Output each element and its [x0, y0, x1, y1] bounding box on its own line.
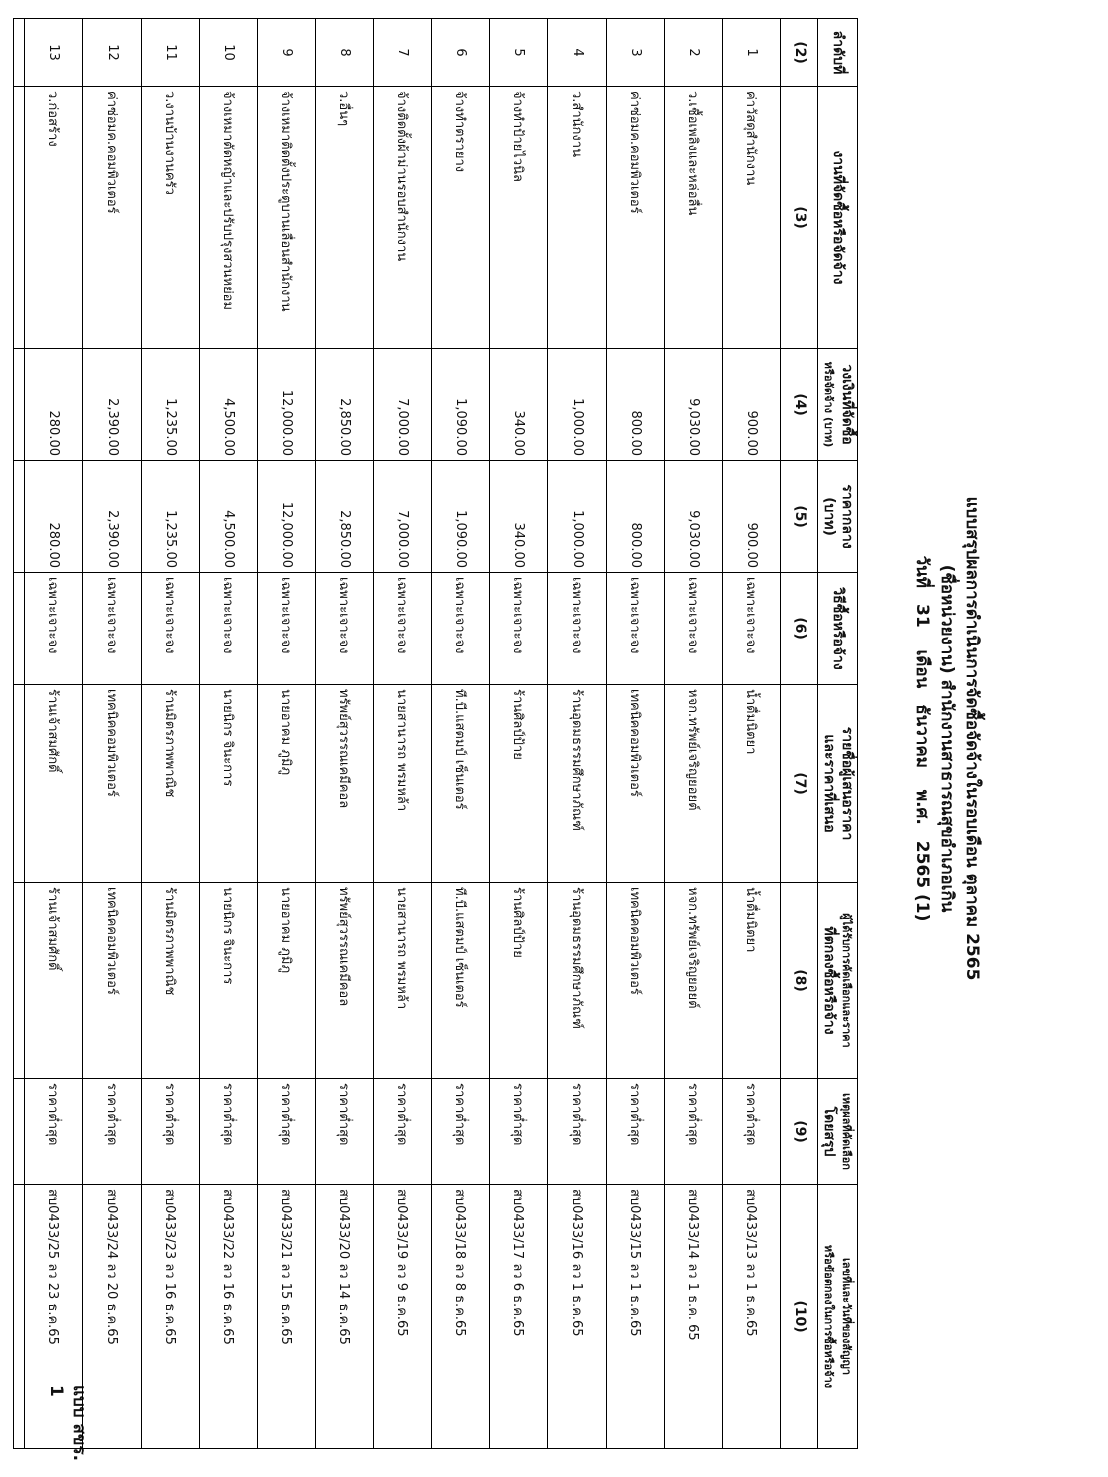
agency-name: (ชื่อหน่วยงาน) สำนักงานสาธารณสุขอำเภอเกิน: [937, 564, 957, 913]
cell-budget: 1,000.00: [548, 349, 606, 461]
cell-contract: สบ0433/22 ลว 16 ธ.ค.65: [199, 1185, 257, 1449]
cell-method: เฉพาะเจาะจง: [199, 573, 257, 685]
cell-bidder: เทคนิคคอมพิวเตอร์: [83, 685, 141, 883]
table-row: [722, 19, 780, 1449]
cell-no: [14, 19, 25, 87]
cell-reason: ราคาต่ำสุด: [548, 1079, 606, 1185]
cell-reason: ราคาต่ำสุด: [490, 1079, 548, 1185]
cell-reason: ราคาต่ำสุด: [722, 1079, 780, 1185]
header-number-row: [781, 19, 818, 1449]
cell-contract: สบ0433/20 ลว 14 ธ.ค.65: [316, 1185, 374, 1449]
cell-item: จ้างติดตั้งผ้าม่านรอบสำนักงาน: [374, 87, 432, 349]
cell-winner: หจก.ทรัพย์เจริญยอยต์: [664, 883, 722, 1079]
cell-item: จ้างเหมาติดตั้งประตูบานเลื่อนสำนักงาน: [257, 87, 315, 349]
cell-budget: [14, 349, 25, 461]
cell-budget: 340.00: [490, 349, 548, 461]
cell-item: จ้างเหมาตัดหญ้าและปรับปรุงสวนหย่อม: [199, 87, 257, 349]
cell-reason: ราคาต่ำสุด: [606, 1079, 664, 1185]
cell-bidder: หจก.ทรัพย์เจริญยอยต์: [664, 685, 722, 883]
cell-method: เฉพาะเจาะจง: [374, 573, 432, 685]
cell-no: 6: [432, 19, 490, 87]
header-winner: ผู้ได้รับการคัดเลือกและราคา ที่ตกลงซื้อหรือจ้าง: [818, 883, 858, 1079]
cell-winner: ร้านอุดมธรรมศึกษาภัณฑ์: [548, 883, 606, 1079]
cell-no: 12: [83, 19, 141, 87]
cell-method: เฉพาะเจาะจง: [548, 573, 606, 685]
cell-no: 4: [548, 19, 606, 87]
cell-median: 340.00: [490, 461, 548, 573]
cell-median: 1,090.00: [432, 461, 490, 573]
cell-budget: 7,000.00: [374, 349, 432, 461]
cell-median: 800.00: [606, 461, 664, 573]
cell-no: 1: [722, 19, 780, 87]
cell-winner: เทคนิคคอมพิวเตอร์: [606, 883, 664, 1079]
cell-contract: สบ0433/21 ลว 15 ธ.ค.65: [257, 1185, 315, 1449]
cell-median: 2,390.00: [83, 461, 141, 573]
cell-winner: เทคนิคคอมพิวเตอร์: [83, 883, 141, 1079]
cell-item: ค่าซ่อมค.คอมพิวเตอร์: [83, 87, 141, 349]
cell-contract: สบ0433/18 ลว 8 ธ.ค.65: [432, 1185, 490, 1449]
header-winner-num: (8): [781, 883, 818, 1079]
cell-reason: ราคาต่ำสุด: [199, 1079, 257, 1185]
cell-item: ว.ก่อสร้าง: [25, 87, 83, 349]
cell-budget: 1,090.00: [432, 349, 490, 461]
header-no: ลำดับที่: [818, 19, 858, 87]
header-reason-num: (9): [781, 1079, 818, 1185]
cell-method: เฉพาะเจาะจง: [432, 573, 490, 685]
cell-bidder: ที.บี.แสตมป์ เซ็นเตอร์: [432, 685, 490, 883]
cell-median: 7,000.00: [374, 461, 432, 573]
cell-winner: ร้านเจ้าสมศักดิ์: [25, 883, 83, 1079]
cell-no: 9: [257, 19, 315, 87]
cell-method: เฉพาะเจาะจง: [606, 573, 664, 685]
cell-item: ว.เชื้อเพลิงและหล่อลื่น: [664, 87, 722, 349]
cell-median: 9,030.00: [664, 461, 722, 573]
table-row: [141, 19, 199, 1449]
cell-contract: สบ0433/17 ลว 6 ธ.ค.65: [490, 1185, 548, 1449]
header-row: [818, 19, 858, 1449]
cell-method: เฉพาะเจาะจง: [83, 573, 141, 685]
month-label: เดือน: [912, 649, 932, 689]
cell-contract: สบ0433/14 ลว 1 ธ.ค. 65: [664, 1185, 722, 1449]
cell-winner: นายอาคม ภูมิภู: [257, 883, 315, 1079]
table-row: [374, 19, 432, 1449]
cell-contract: สบ0433/15 ลว 1 ธ.ค.65: [606, 1185, 664, 1449]
cell-reason: [14, 1079, 25, 1185]
cell-bidder: นายอาคม ภูมิภู: [257, 685, 315, 883]
cell-winner: นายสานารถ พรมหล้า: [374, 883, 432, 1079]
cell-budget: 900.00: [722, 349, 780, 461]
cell-no: 8: [316, 19, 374, 87]
cell-winner: ทรัพย์สุวรรณเคมีคอล: [316, 883, 374, 1079]
header-method-num: (6): [781, 573, 818, 685]
table-row: [257, 19, 315, 1449]
cell-item: ว.สำนักงาน: [548, 87, 606, 349]
cell-item: [14, 87, 25, 349]
cell-item: ว.อื่นๆ: [316, 87, 374, 349]
cell-contract: [14, 1185, 25, 1449]
cell-median: 1,235.00: [141, 461, 199, 573]
cell-winner: ร้านศิลป์ป้าย: [490, 883, 548, 1079]
header-budget-num: (4): [781, 349, 818, 461]
table-row: [548, 19, 606, 1449]
cell-method: เฉพาะเจาะจง: [141, 573, 199, 685]
cell-reason: ราคาต่ำสุด: [432, 1079, 490, 1185]
cell-no: 10: [199, 19, 257, 87]
table-row: [25, 19, 83, 1449]
table-row: [664, 19, 722, 1449]
cell-no: 2: [664, 19, 722, 87]
cell-budget: 280.00: [25, 349, 83, 461]
cell-contract: สบ0433/16 ลว 1 ธ.ค.65: [548, 1185, 606, 1449]
header-contract-num: (10): [781, 1185, 818, 1449]
header-reason: เหตุผลที่คัดเลือก โดยสรุป: [818, 1079, 858, 1185]
cell-no: 11: [141, 19, 199, 87]
cell-budget: 1,235.00: [141, 349, 199, 461]
cell-contract: สบ0433/25 ลว 23 ธ.ค.65: [25, 1185, 83, 1449]
header-bidders: รายชื่อผู้เสนอราคา และราคาที่เสนอ: [818, 685, 858, 883]
cell-median: 12,000.00: [257, 461, 315, 573]
header-no-num: (2): [781, 19, 818, 87]
cell-item: ค่าซ่อมค.คอมพิวเตอร์: [606, 87, 664, 349]
cell-reason: ราคาต่ำสุด: [25, 1079, 83, 1185]
day-label: วันที่: [912, 555, 932, 588]
cell-method: เฉพาะเจาะจง: [25, 573, 83, 685]
cell-winner: [14, 883, 25, 1079]
date-line: [909, 0, 936, 1477]
header-median: ราคากลาง (บาท): [818, 461, 858, 573]
cell-bidder: เทคนิคคอมพิวเตอร์: [606, 685, 664, 883]
cell-median: 2,850.00: [316, 461, 374, 573]
cell-item: จ้างทำตรายาง: [432, 87, 490, 349]
cell-median: 4,500.00: [199, 461, 257, 573]
cell-reason: ราคาต่ำสุด: [141, 1079, 199, 1185]
header-bidders-num: (7): [781, 685, 818, 883]
cell-reason: ราคาต่ำสุด: [83, 1079, 141, 1185]
header-budget: วงเงินที่จัดซื้อ หรือจัดจ้าง (บาท): [818, 349, 858, 461]
table-row: [606, 19, 664, 1449]
cell-bidder: ร้านอุดมธรรมศึกษาภัณฑ์: [548, 685, 606, 883]
cell-median: 280.00: [25, 461, 83, 573]
day-value: 31: [912, 603, 932, 628]
year-label: พ.ศ.: [912, 789, 932, 825]
cell-reason: ราคาต่ำสุด: [374, 1079, 432, 1185]
cell-contract: สบ0433/23 ลว 16 ธ.ค.65: [141, 1185, 199, 1449]
cell-bidder: [14, 685, 25, 883]
document-title: แบบสรุปผลการดำเนินการจัดซื้อจัดจ้างในรอบเดือน ตุลาคม 2565: [962, 496, 982, 981]
cell-winner: ที.บี.แสตมป์ เซ็นเตอร์: [432, 883, 490, 1079]
cell-method: เฉพาะเจาะจง: [490, 573, 548, 685]
table-row: [316, 19, 374, 1449]
cell-bidder: ทรัพย์สุวรรณเคมีคอล: [316, 685, 374, 883]
header-contract: เลขที่และวันที่ของสัญญา หรือข้อตกลงในการซื้อหรือจ้าง: [818, 1185, 858, 1449]
table-row: [199, 19, 257, 1449]
cell-no: 7: [374, 19, 432, 87]
cell-winner: นายนิกร จินะการ: [199, 883, 257, 1079]
procurement-table: [13, 18, 858, 1449]
cell-bidder: ร้านเจ้าสมศักดิ์: [25, 685, 83, 883]
cell-method: เฉพาะเจาะจง: [316, 573, 374, 685]
cell-winner: ร้านมิตรภาพพาณิช: [141, 883, 199, 1079]
cell-bidder: นายสานารถ พรมหล้า: [374, 685, 432, 883]
cell-contract: สบ0433/13 ลว 1 ธ.ค.65: [722, 1185, 780, 1449]
cell-item: จ้างทำป้ายไวนิล: [490, 87, 548, 349]
cell-bidder: ร้านศิลป์ป้าย: [490, 685, 548, 883]
cell-median: 900.00: [722, 461, 780, 573]
cell-method: เฉพาะเจาะจง: [664, 573, 722, 685]
cell-budget: 800.00: [606, 349, 664, 461]
cell-method: เฉพาะเจาะจง: [257, 573, 315, 685]
cell-no: 13: [25, 19, 83, 87]
header-item: งานที่จัดซื้อหรือจัดจ้าง: [818, 87, 858, 349]
cell-reason: ราคาต่ำสุด: [664, 1079, 722, 1185]
year-value: 2565 (1): [912, 840, 932, 922]
header-method: วิธีซื้อหรือจ้าง: [818, 573, 858, 685]
cell-contract: สบ0433/19 ลว 9 ธ.ค.65: [374, 1185, 432, 1449]
cell-budget: 2,850.00: [316, 349, 374, 461]
cell-bidder: น้ำดื่มนิตยา: [722, 685, 780, 883]
cell-median: 1,000.00: [548, 461, 606, 573]
cell-reason: ราคาต่ำสุด: [257, 1079, 315, 1185]
cell-budget: 9,030.00: [664, 349, 722, 461]
cell-bidder: นายนิกร จินะการ: [199, 685, 257, 883]
month-value: ธันวาคม: [912, 704, 932, 768]
cell-budget: 4,500.00: [199, 349, 257, 461]
form-code: แบบ สขร. 1: [46, 1385, 89, 1462]
table-row: [432, 19, 490, 1449]
cell-reason: ราคาต่ำสุด: [316, 1079, 374, 1185]
header-item-num: (3): [781, 87, 818, 349]
cell-method: เฉพาะเจาะจง: [722, 573, 780, 685]
cell-item: ว.งานบ้านงานครัว: [141, 87, 199, 349]
cell-budget: 12,000.00: [257, 349, 315, 461]
table-row: [490, 19, 548, 1449]
cell-method: [14, 573, 25, 685]
cell-winner: น้ำดื่มนิตยา: [722, 883, 780, 1079]
cell-item: ค่าวัสดุสำนักงาน: [722, 87, 780, 349]
table-row: [83, 19, 141, 1449]
cell-budget: 2,390.00: [83, 349, 141, 461]
cell-bidder: ร้านมิตรภาพพาณิช: [141, 685, 199, 883]
cell-no: 5: [490, 19, 548, 87]
cell-no: 3: [606, 19, 664, 87]
cell-contract: สบ0433/24 ลว 20 ธ.ค.65: [83, 1185, 141, 1449]
header-median-num: (5): [781, 461, 818, 573]
cell-median: [14, 461, 25, 573]
table-row: [14, 19, 25, 1449]
